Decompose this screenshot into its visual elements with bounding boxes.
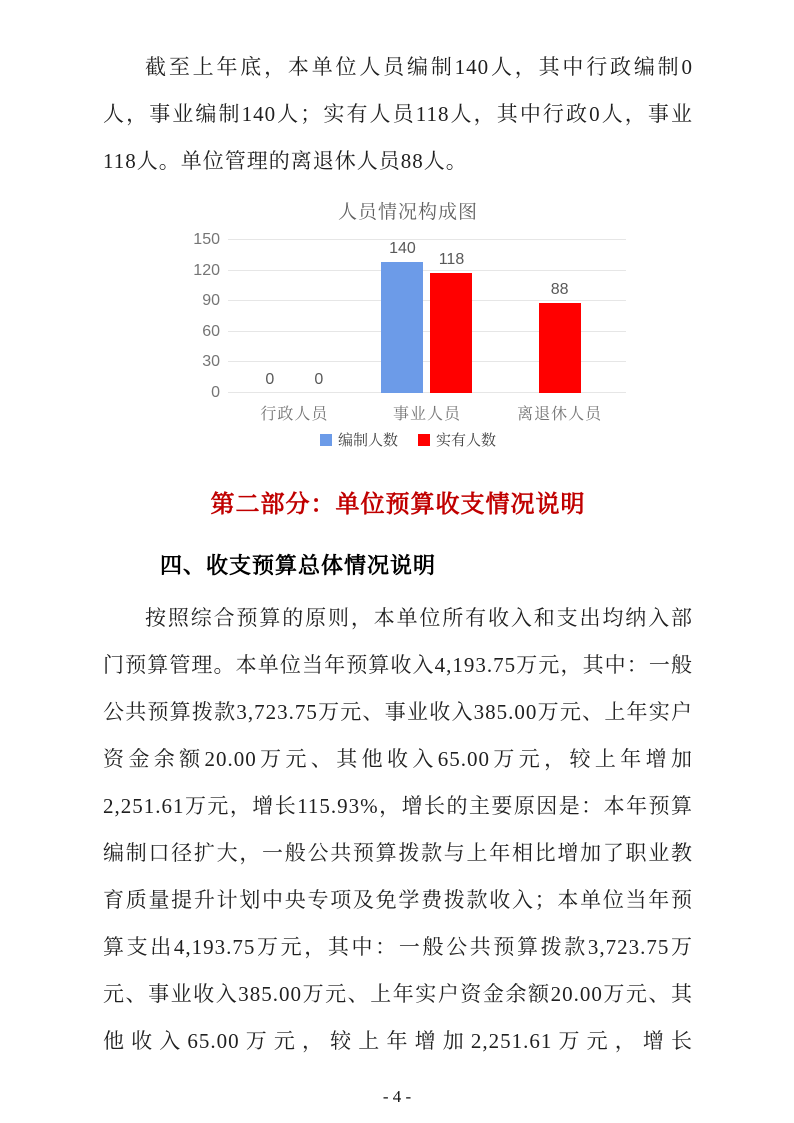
personnel-composition-chart	[188, 197, 628, 450]
y-axis-tick-30: 30	[202, 353, 220, 371]
legend-swatch-icon	[320, 434, 332, 446]
bar-slot	[381, 240, 423, 393]
chart-title: 人员情况构成图	[337, 202, 478, 223]
y-axis-tick-60: 60	[202, 322, 220, 340]
y-axis-tick-150: 150	[193, 231, 220, 248]
bar-group-事业人员	[361, 240, 494, 393]
bar-slot	[539, 240, 581, 393]
personnel-intro-paragraph: 截至上年底，本单位人员编制140人，其中行政编制0人，事业编制140人；实有人员118人，其中行政0人，事业118人。单位管理的离退休人员88人。	[103, 55, 693, 173]
budget-overview-paragraph: 按照综合预算的原则，本单位所有收入和支出均纳入部门预算管理。本单位当年预算收入4,193.75万元，其中：一般公共预算拨款3,723.75万元、事业收入385.00万元、上年实户资金余额20.00万元、其他收入65.00万元，较上年增加2,251.61万元，增长115.93%，增长的主要原因是：本年预算编制口径扩大，一般公共预算拨款与上年相比增加了职业教育质量提升计划中央专项及免学费拨款收入；本单位当年预算支出4,193.75万元，其中：一般公共预算拨款3,723.75万元、事业收入385.00万元、上年实户资金余额20.00万元、其他收入65.00万元，较上年增加2,251.61万元，增长	[103, 606, 693, 1053]
category-label-事业人员: 事业人员	[392, 406, 461, 423]
category-label-离退休人员: 离退休人员	[517, 406, 603, 423]
section2-title: 第二部分：单位预算收支情况说明	[210, 491, 586, 518]
bar-实有人数-离退休人员	[539, 303, 581, 393]
category-label-行政人员: 行政人员	[260, 406, 329, 423]
bar-group-离退休人员	[493, 240, 626, 393]
bar-slot	[249, 240, 291, 393]
bar-实有人数-事业人员	[430, 273, 472, 393]
bar-编制人数-事业人员	[381, 262, 423, 393]
legend-swatch-icon	[418, 434, 430, 446]
bar-value-label: 0	[265, 371, 275, 388]
chart-plot-area	[193, 231, 626, 423]
subsection-title: 四、收支预算总体情况说明	[160, 553, 437, 578]
y-axis-tick-90: 90	[202, 292, 220, 310]
bar-value-label: 140	[389, 240, 416, 257]
legend-item-编制人数	[320, 429, 398, 450]
legend-label: 编制人数	[337, 432, 398, 449]
bar-slot	[430, 240, 472, 393]
page-number: - 4 -	[382, 1087, 412, 1106]
legend-label: 实有人数	[436, 432, 497, 449]
legend-item-实有人数	[418, 429, 496, 450]
bar-value-label: 88	[550, 281, 569, 299]
bar-slot	[298, 240, 340, 393]
bar-group-行政人员	[228, 240, 361, 393]
y-axis-tick-120: 120	[193, 261, 220, 279]
bar-value-label: 0	[314, 371, 324, 388]
y-axis-tick-0: 0	[211, 384, 220, 401]
chart-legend	[188, 429, 628, 450]
bar-value-label: 118	[438, 250, 465, 268]
